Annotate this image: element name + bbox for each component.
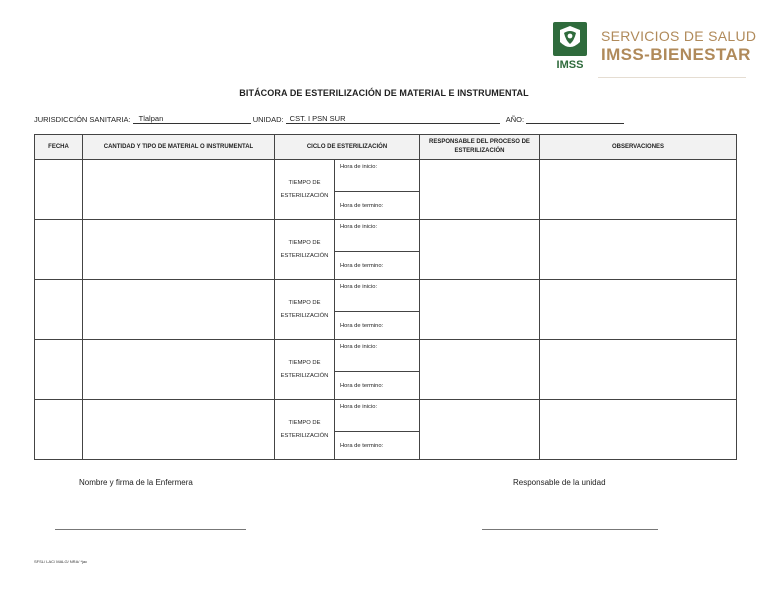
jurisdiccion-field[interactable] xyxy=(133,114,251,124)
anio-label: AÑO: xyxy=(505,115,525,124)
observaciones-cell[interactable] xyxy=(540,400,737,460)
end-time-field[interactable]: Hora de termino: xyxy=(335,311,419,339)
ciclo-cell xyxy=(275,400,420,460)
cycle-label-line2: ESTERILIZACIÓN xyxy=(280,312,329,319)
imss-bienestar-logo xyxy=(551,20,756,72)
cycle-label-line2: ESTERILIZACIÓN xyxy=(280,372,329,379)
jurisdiccion-value: Tlalpan xyxy=(138,114,164,123)
start-time-field[interactable]: Hora de inicio: xyxy=(340,164,378,170)
cantidad-cell[interactable] xyxy=(83,220,275,280)
responsable-cell[interactable] xyxy=(420,280,540,340)
imss-eagle-icon xyxy=(551,20,591,72)
end-time-field[interactable]: Hora de termino: xyxy=(335,251,419,279)
fecha-cell[interactable] xyxy=(35,400,83,460)
end-time-field[interactable]: Hora de termino: xyxy=(335,371,419,399)
header-responsable: RESPONSABLE DEL PROCESO DE ESTERILIZACIÓN xyxy=(420,135,540,160)
cycle-label xyxy=(275,160,335,219)
header-fecha: FECHA xyxy=(35,135,83,160)
cantidad-cell[interactable] xyxy=(83,340,275,400)
document-title: BITÁCORA DE ESTERILIZACIÓN DE MATERIAL E INSTRUMENTAL xyxy=(239,88,529,98)
cycle-label xyxy=(275,340,335,399)
ciclo-cell xyxy=(275,220,420,280)
unit-manager-signature-label: Responsable de la unidad xyxy=(513,478,606,487)
nurse-signature-line[interactable] xyxy=(55,529,246,530)
anio-field[interactable] xyxy=(526,114,624,124)
fecha-cell[interactable] xyxy=(35,220,83,280)
cantidad-cell[interactable] xyxy=(83,160,275,220)
responsable-cell[interactable] xyxy=(420,400,540,460)
jurisdiccion-label: JURISDICCIÓN SANITARIA: xyxy=(34,115,131,124)
sterilization-log-table xyxy=(34,134,737,460)
cycle-label-line1: TIEMPO DE xyxy=(288,359,321,366)
table-row xyxy=(35,160,737,220)
table-header-row xyxy=(35,135,737,160)
start-time-field[interactable]: Hora de inicio: xyxy=(340,224,378,230)
ciclo-cell xyxy=(275,340,420,400)
observaciones-cell[interactable] xyxy=(540,220,737,280)
fecha-cell[interactable] xyxy=(35,160,83,220)
start-time-field[interactable]: Hora de inicio: xyxy=(340,404,378,410)
unidad-field[interactable] xyxy=(286,114,500,124)
cantidad-cell[interactable] xyxy=(83,400,275,460)
cycle-label-line1: TIEMPO DE xyxy=(288,239,321,246)
fecha-cell[interactable] xyxy=(35,280,83,340)
logo-line-2: IMSS-BIENESTAR xyxy=(601,45,751,64)
cycle-label-line2: ESTERILIZACIÓN xyxy=(280,432,329,439)
cycle-label-line1: TIEMPO DE xyxy=(288,299,321,306)
observaciones-cell[interactable] xyxy=(540,340,737,400)
cycle-label-line2: ESTERILIZACIÓN xyxy=(280,192,329,199)
end-time-field[interactable]: Hora de termino: xyxy=(335,191,419,219)
unidad-value: CST. I PSN SUR xyxy=(289,114,346,123)
responsable-cell[interactable] xyxy=(420,220,540,280)
cycle-label-line2: ESTERILIZACIÓN xyxy=(280,252,329,259)
cycle-label xyxy=(275,400,335,459)
responsable-cell[interactable] xyxy=(420,340,540,400)
cycle-label-line1: TIEMPO DE xyxy=(288,419,321,426)
table-row xyxy=(35,340,737,400)
logo-divider xyxy=(598,77,746,78)
start-time-field[interactable]: Hora de inicio: xyxy=(340,344,378,350)
table-row xyxy=(35,280,737,340)
observaciones-cell[interactable] xyxy=(540,160,737,220)
footer-code: SFSL/ LAC/ MALG/ NRA/ *jac xyxy=(34,559,88,564)
fecha-cell[interactable] xyxy=(35,340,83,400)
cycle-label xyxy=(275,220,335,279)
nurse-signature-label: Nombre y firma de la Enfermera xyxy=(79,478,193,487)
header-observaciones: OBSERVACIONES xyxy=(540,135,737,160)
cycle-label-line1: TIEMPO DE xyxy=(288,179,321,186)
cycle-label xyxy=(275,280,335,339)
table-row xyxy=(35,220,737,280)
logo-line-1: SERVICIOS DE SALUD xyxy=(601,28,757,44)
form-meta xyxy=(34,114,624,124)
end-time-field[interactable]: Hora de termino: xyxy=(335,431,419,459)
table-row xyxy=(35,400,737,460)
header-cantidad: CANTIDAD Y TIPO DE MATERIAL O INSTRUMENTAL xyxy=(83,135,275,160)
header-ciclo: CICLO DE ESTERILIZACIÓN xyxy=(275,135,420,160)
observaciones-cell[interactable] xyxy=(540,280,737,340)
svg-text:IMSS: IMSS xyxy=(556,59,584,71)
unit-manager-signature-line[interactable] xyxy=(482,529,658,530)
start-time-field[interactable]: Hora de inicio: xyxy=(340,284,378,290)
unidad-label: UNIDAD: xyxy=(252,115,284,124)
ciclo-cell xyxy=(275,280,420,340)
responsable-cell[interactable] xyxy=(420,160,540,220)
ciclo-cell xyxy=(275,160,420,220)
cantidad-cell[interactable] xyxy=(83,280,275,340)
